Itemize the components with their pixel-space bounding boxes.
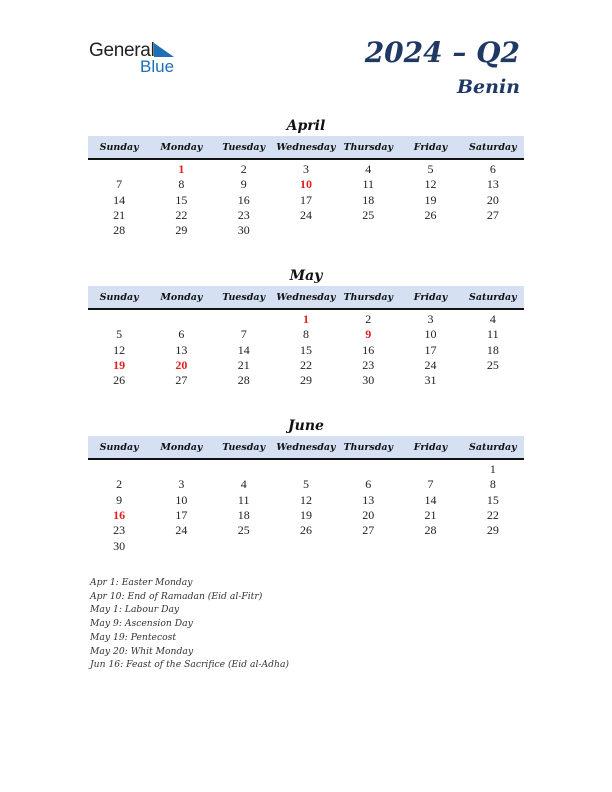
day-cell: 19 [424,192,437,207]
day-cell: 13 [362,492,375,507]
month-calendar-april [88,116,524,238]
holiday-note: Apr 1: Easter Monday [90,577,193,588]
month-name: May [289,268,323,284]
week-row [88,327,524,342]
day-cell: 8 [489,477,496,492]
day-cell: 28 [113,223,126,238]
day-cell: 12 [424,177,437,192]
holiday-day-cell: 1 [178,162,185,177]
day-cell: 16 [237,192,250,207]
weekday-label: Saturday [469,291,517,303]
day-cell: 17 [424,342,437,357]
day-cell: 11 [237,492,250,507]
day-cell: 17 [299,192,312,207]
month-calendar-june [88,416,524,554]
holiday-day-cell: 1 [302,312,309,327]
day-cell: 8 [302,327,309,342]
day-cell: 1 [489,462,496,477]
weekday-label: Sunday [99,291,139,303]
weekday-label: Thursday [343,141,394,153]
day-cell: 22 [299,358,312,373]
day-cell: 21 [424,508,437,523]
day-cell: 29 [175,223,188,238]
weekday-label: Friday [413,141,448,153]
weekday-label: Tuesday [222,441,266,453]
day-cell: 14 [424,492,437,507]
week-row [88,523,524,538]
day-cell: 5 [116,327,123,342]
day-cell: 12 [113,342,126,357]
day-cell: 17 [175,508,188,523]
week-row [88,193,524,208]
day-cell: 18 [486,342,499,357]
weekday-label: Friday [413,441,448,453]
day-cell: 7 [427,477,434,492]
day-cell: 27 [486,208,499,223]
day-cell: 30 [362,373,375,388]
day-cell: 15 [486,492,499,507]
day-cell: 25 [237,523,250,538]
day-cell: 2 [365,312,372,327]
day-cell: 20 [362,508,375,523]
day-cell: 3 [302,162,309,177]
day-cell: 14 [113,192,126,207]
day-cell: 22 [486,508,499,523]
holiday-note: Jun 16: Feast of the Sacrifice (Eid al-Adha) [90,659,290,671]
day-cell: 28 [237,373,250,388]
week-row [88,312,524,327]
day-cell: 27 [175,373,188,388]
week-row [88,508,524,523]
weekday-label: Thursday [343,291,394,303]
day-cell: 14 [237,342,250,357]
day-cell: 30 [237,223,250,238]
weekday-header-row [88,136,524,160]
day-cell: 6 [489,162,496,177]
week-row [88,208,524,223]
day-cell: 23 [362,358,375,373]
day-cell: 29 [486,523,499,538]
month-name: April [286,118,326,134]
day-cell: 13 [486,177,499,192]
weekday-label: Wednesday [276,291,336,303]
day-cell: 9 [240,177,247,192]
holiday-day-cell: 10 [299,177,312,192]
page-title: 2024 – Q2 [364,36,520,69]
holiday-day-cell: 20 [175,358,188,373]
day-cell: 26 [424,208,437,223]
day-cell: 5 [427,162,434,177]
day-cell: 21 [237,358,250,373]
day-cell: 16 [362,342,375,357]
week-row [88,223,524,238]
day-cell: 20 [486,192,499,207]
day-cell: 19 [299,508,312,523]
day-cell: 25 [362,208,375,223]
holiday-note: Apr 10: End of Ramadan (Eid al-Fitr) [90,590,263,602]
weekday-header-row [88,286,524,310]
weekday-label: Tuesday [222,291,266,303]
week-row [88,177,524,192]
month-name: June [288,418,324,434]
day-cell: 15 [299,342,312,357]
weekday-label: Thursday [343,441,394,453]
day-cell: 23 [237,208,250,223]
day-cell: 4 [489,312,496,327]
day-cell: 27 [362,523,375,538]
day-cell: 11 [487,327,499,342]
day-cell: 11 [362,177,375,192]
holiday-note: May 20: Whit Monday [90,645,194,657]
holiday-notes [90,576,510,672]
day-cell: 24 [424,358,437,373]
logo-blue-text: Blue [140,57,175,76]
week-row [88,477,524,492]
weekday-label: Monday [160,441,203,453]
day-cell: 6 [178,327,185,342]
weekday-label: Sunday [99,441,139,453]
holiday-day-cell: 16 [113,508,126,523]
weekday-label: Wednesday [276,141,336,153]
day-cell: 5 [302,477,309,492]
day-cell: 7 [240,327,247,342]
day-cell: 22 [175,208,188,223]
holiday-day-cell: 19 [113,358,126,373]
week-row [88,358,524,373]
week-row [88,373,524,388]
logo-general-text: General [89,40,155,61]
month-calendar-may [88,266,524,388]
day-cell: 7 [116,177,123,192]
weekday-label: Monday [160,291,203,303]
day-cell: 26 [113,373,126,388]
day-cell: 6 [365,477,372,492]
day-cell: 28 [424,523,437,538]
day-cell: 10 [175,492,188,507]
day-cell: 10 [424,327,437,342]
week-row [88,162,524,177]
week-row [88,538,524,553]
day-cell: 18 [237,508,250,523]
day-cell: 15 [175,192,188,207]
holiday-note: May 19: Pentecost [90,631,177,643]
day-cell: 13 [175,342,188,357]
holiday-note: May 9: Ascension Day [90,618,193,630]
day-cell: 4 [365,162,372,177]
day-cell: 12 [299,492,312,507]
day-cell: 31 [424,373,437,388]
day-cell: 30 [113,538,126,553]
day-cell: 2 [240,162,247,177]
week-row [88,343,524,358]
day-cell: 21 [113,208,126,223]
day-cell: 9 [116,492,123,507]
weekday-label: Monday [160,141,203,153]
day-cell: 2 [116,477,123,492]
day-cell: 8 [178,177,185,192]
day-cell: 26 [299,523,312,538]
weekday-label: Saturday [469,141,517,153]
country-name: Benin [457,76,520,98]
day-cell: 24 [175,523,188,538]
weekday-label: Sunday [99,141,139,153]
weekday-label: Tuesday [222,141,266,153]
logo-flag-icon [154,43,176,57]
day-cell: 24 [299,208,312,223]
day-cell: 25 [486,358,499,373]
day-cell: 29 [299,373,312,388]
logo [89,40,189,76]
day-cell: 3 [427,312,434,327]
day-cell: 23 [113,523,126,538]
week-row [88,493,524,508]
weekday-label: Wednesday [276,441,336,453]
holiday-note: May 1: Labour Day [90,604,180,616]
day-cell: 4 [240,477,247,492]
week-row [88,462,524,477]
holiday-day-cell: 9 [365,327,372,342]
day-cell: 3 [178,477,185,492]
weekday-label: Saturday [469,441,517,453]
weekday-header-row [88,436,524,460]
day-cell: 18 [362,192,375,207]
weekday-label: Friday [413,291,448,303]
